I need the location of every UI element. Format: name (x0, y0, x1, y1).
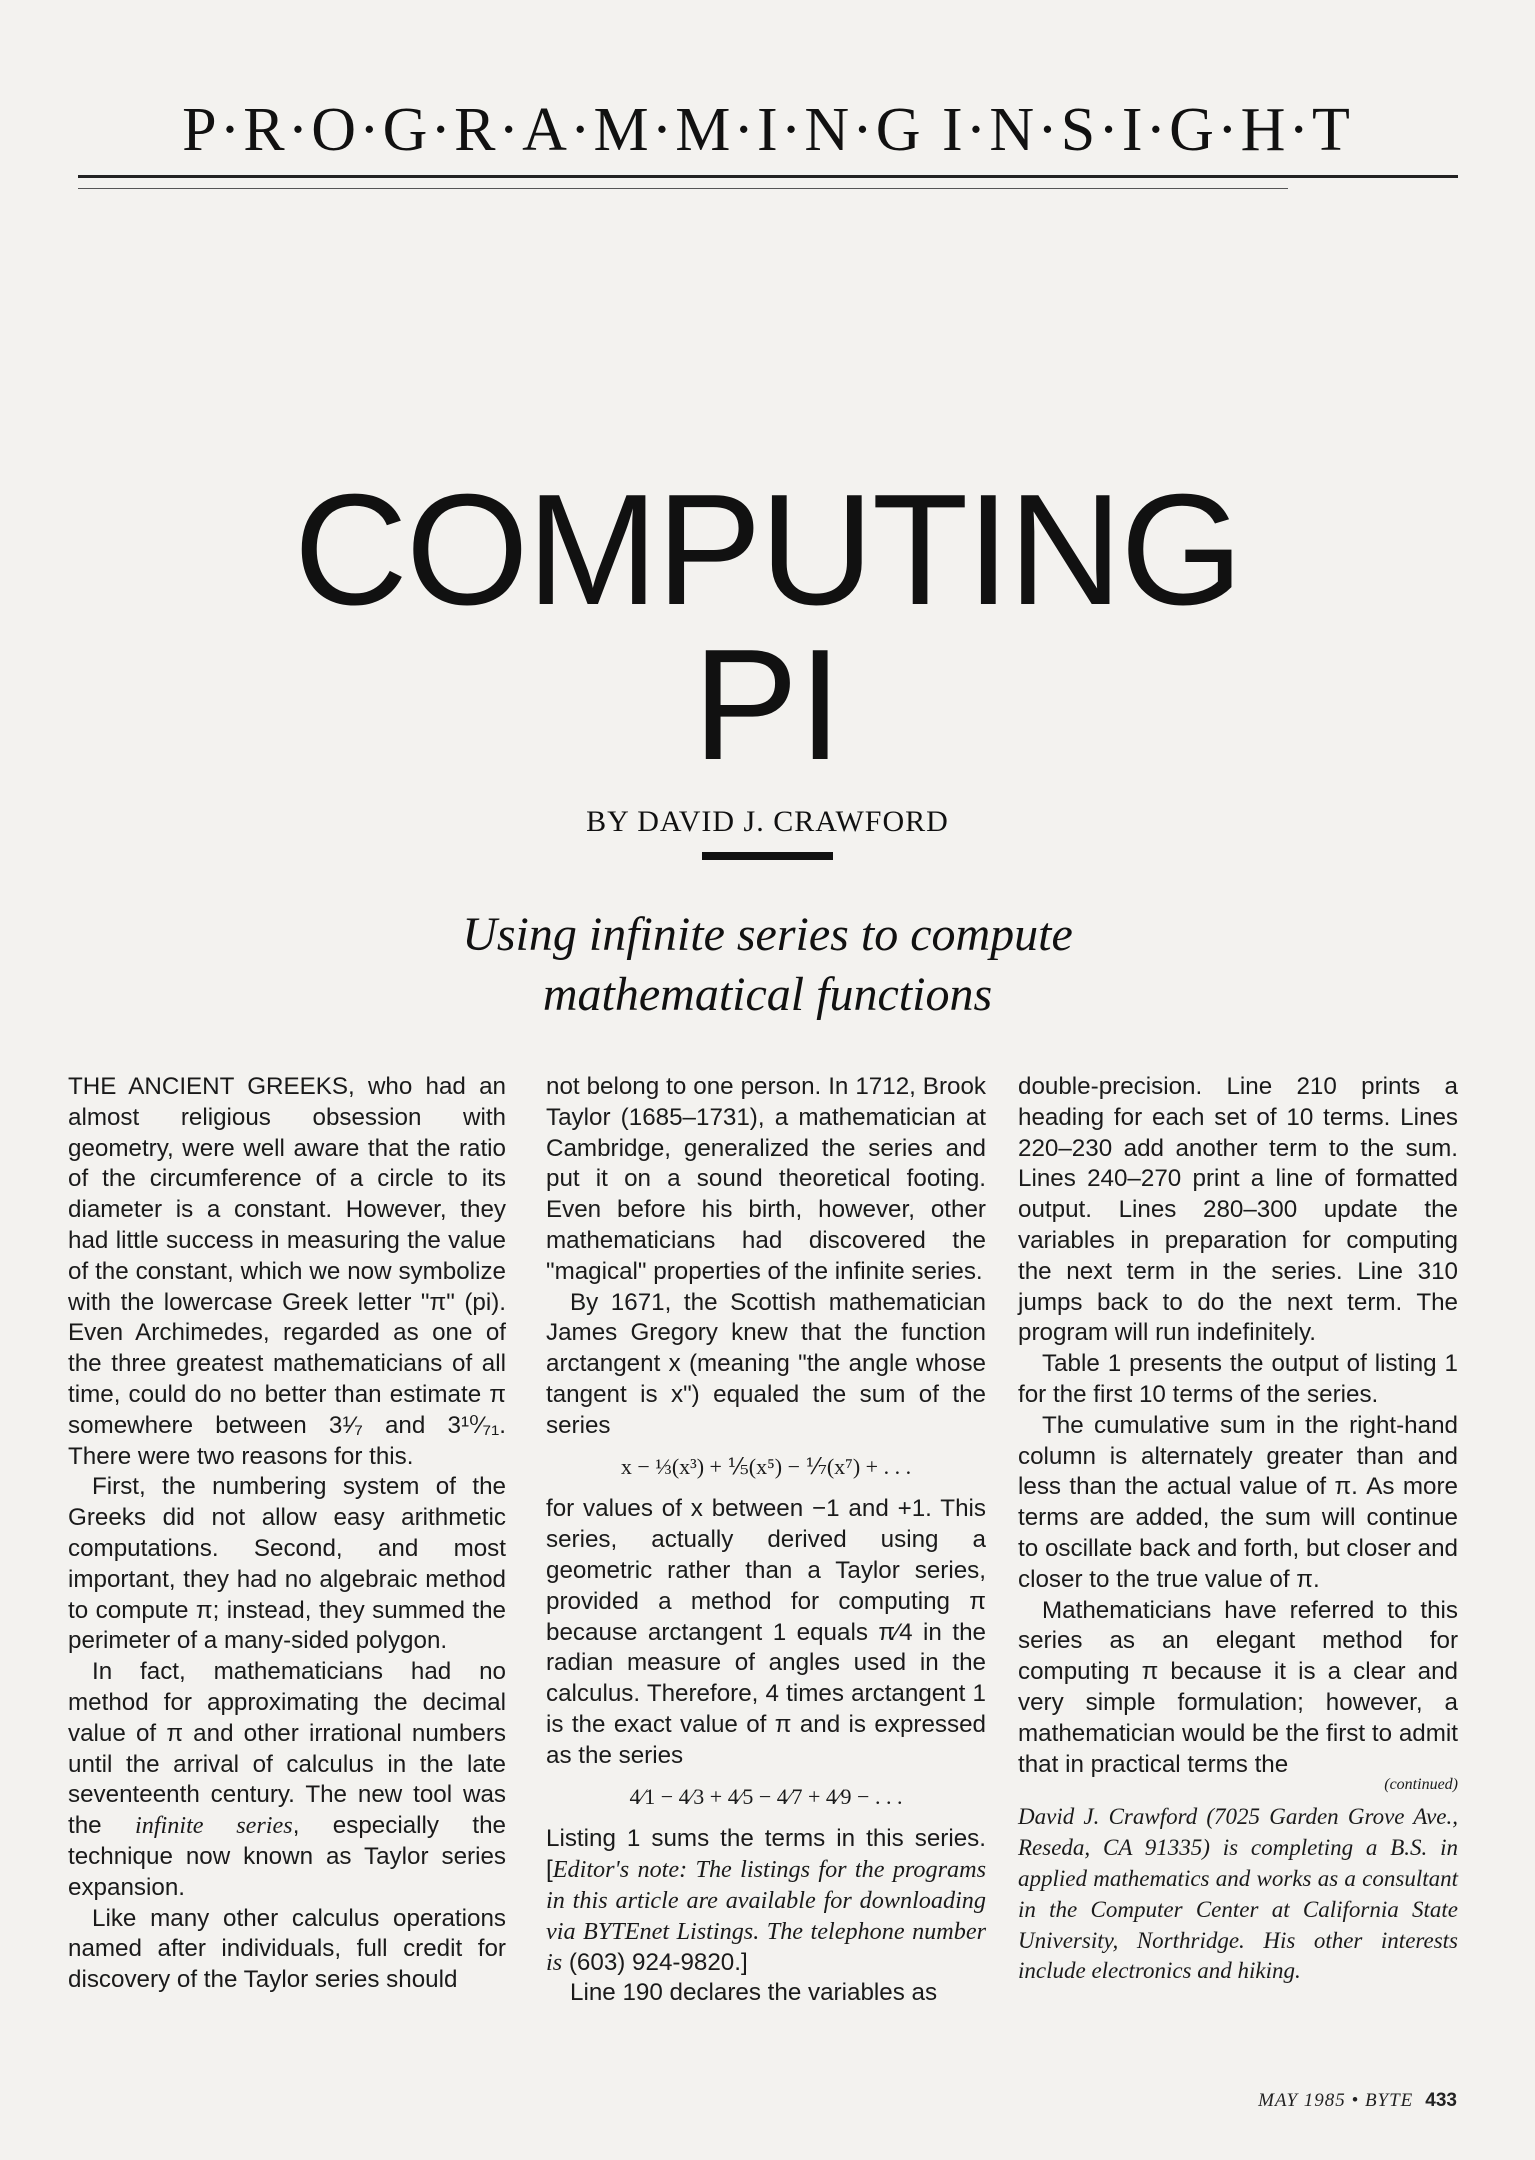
paragraph: Table 1 presents the output of listing 1 for the first 10 terms of the series. (1018, 1350, 1458, 1408)
paragraph: First, the numbering system of the Greeks did not allow easy arithmetic computations. Second, and most important, they had no algebraic method to compute π; instead, they summed the perimeter of a many-sided polygon. (68, 1473, 506, 1655)
page-footer (1258, 2090, 1457, 2112)
deck-line1: Using infinite series to compute (462, 908, 1073, 961)
paragraph: not belong to one person. In 1712, Brook Taylor (1685–1731), a mathematician at Cambridge, generalized the series and put it on a sound theoretical footing. Even before his birth, however, other mathematicians had discovered the "magical" properties of the infinite series. (546, 1073, 986, 1285)
paragraph: for values of x between −1 and +1. This series, actually derived using a geometric rather than a Taylor series, provided a method for computing π because arctangent 1 equals π⁄4 in the radian measure of angles used in the calculus. Therefore, 4 times arctangent 1 is the exact value of π and is expressed as the series (546, 1495, 986, 1769)
text-run: Listing 1 sums the terms in this series. [ (546, 1825, 986, 1884)
editors-note: Editor's note: The listings for the programs in this article are available for downloading via BYTEnet Listings. The telephone number is (546, 1856, 986, 1976)
page-number: 433 (1425, 2090, 1457, 2111)
text-run: , especially the technique now known as Taylor series expansion. (68, 1812, 507, 1901)
paragraph (68, 1657, 506, 1903)
deck-line2: mathematical functions (542, 968, 993, 1021)
text-column-2 (546, 1072, 986, 2009)
paragraph: THE ANCIENT GREEKS, who had an almost religious obsession with geometry, were well aware that the ratio of the circumference of a circle to its diameter is a constant. However, they had little success in measuring the value of the constant, which we now symbolize with the lowercase Greek letter "π" (pi). Even Archimedes, regarded as one of the three greatest mathematicians of all time, could do no better than estimate π somewhere between 3¹⁄₇ and 3¹⁰⁄₇₁. There were two reasons for this. (68, 1073, 506, 1470)
author-bio: David J. Crawford (7025 Garden Grove Ave., Reseda, CA 91335) is completing a B.S. in applied mathematics and works as a consultant in the Computer Center at California State University, Northridge. His other interests include electronics and hiking. (1018, 1804, 1458, 1984)
article-title-line2: PI (692, 617, 843, 793)
text-column-3 (1018, 1072, 1458, 1987)
paragraph: Line 190 declares the variables as (570, 1979, 938, 2007)
byline: BY DAVID J. CRAWFORD (586, 805, 949, 838)
emphasis: infinite series (135, 1812, 293, 1840)
paragraph (546, 1824, 986, 1978)
text-column-1 (68, 1072, 506, 1996)
header-rule (78, 175, 1458, 178)
text-run: (603) 924-9820.] (562, 1948, 748, 1976)
equation-pi-series: 4⁄1 − 4⁄3 + 4⁄5 − 4⁄7 + 4⁄9 − . . . (629, 1783, 903, 1809)
paragraph: Mathematicians have referred to this series as an elegant method for computing π because it is a clear and very simple formulation; however, a mathematician would be the first to admit that in practical terms the (1018, 1596, 1458, 1778)
byline-divider (702, 852, 833, 860)
paragraph: By 1671, the Scottish mathematician James Gregory knew that the function arctangent x (meaning "the angle whose tangent is x") equaled the sum of the series (546, 1288, 986, 1439)
article-title-line1: COMPUTING (293, 462, 1242, 638)
equation-arctangent-series: x − ⅓(x³) + ⅕(x⁵) − ⅐(x⁷) + . . . (620, 1453, 912, 1479)
issue-date: MAY 1985 • BYTE (1258, 2090, 1414, 2111)
paragraph: double-precision. Line 210 prints a heading for each set of 10 terms. Lines 220–230 add another term to the sum. Lines 240–270 print a line of formatted output. Lines 280–300 update the variables in preparation for computing the next term in the series. Line 310 jumps back to do the next term. The program will run indefinitely. (1018, 1073, 1458, 1347)
text-run: In fact, mathematicians had no method for approximating the decimal value of π and other irrational numbers until the arrival of calculus in the late seventeenth century. The new tool was the (68, 1658, 506, 1840)
paragraph: Like many other calculus operations named after individuals, full credit for discovery of the Taylor series should (68, 1904, 506, 1994)
continued-marker: (continued) (1384, 1776, 1458, 1794)
header-rule-thin (78, 188, 1288, 189)
paragraph: The cumulative sum in the right-hand column is alternately greater than and less than the actual value of π. As more terms are added, the sum will continue to oscillate back and forth, but closer and closer to the true value of π. (1018, 1411, 1458, 1593)
section-header: P·R·O·G·R·A·M·M·I·N·G I·N·S·I·G·H·T (182, 96, 1353, 164)
article-deck (0, 905, 1535, 1025)
